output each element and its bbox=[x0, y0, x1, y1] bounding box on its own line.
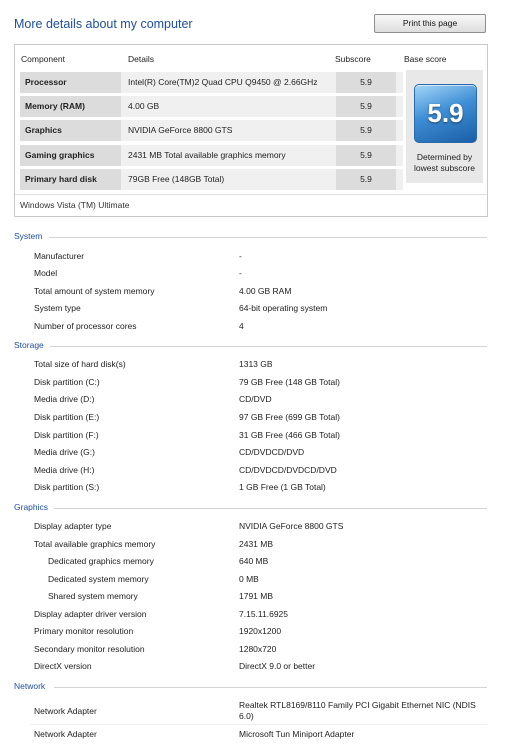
detail-value: 1313 GB bbox=[239, 359, 273, 369]
detail-value: 2431 MB bbox=[239, 539, 274, 549]
detail-label: Dedicated graphics memory bbox=[48, 556, 154, 566]
section-divider bbox=[54, 508, 487, 509]
detail-value: 1280x720 bbox=[239, 644, 277, 654]
detail-label: Network Adapter bbox=[34, 706, 97, 716]
detail-value: 1920x1200 bbox=[239, 626, 282, 636]
subscore-value: 5.9 bbox=[336, 96, 396, 117]
base-score-badge: 5.9 bbox=[414, 84, 477, 143]
column-header-component: Component bbox=[21, 54, 65, 64]
row-separator bbox=[30, 724, 487, 725]
detail-label: Display adapter driver version bbox=[34, 609, 147, 619]
detail-label: Disk partition (F:) bbox=[34, 430, 99, 440]
detail-value: 7.15.11.6925 bbox=[239, 609, 288, 619]
column-header-base-score: Base score bbox=[404, 54, 447, 64]
detail-label: Total size of hard disk(s) bbox=[34, 359, 126, 369]
base-score-panel bbox=[406, 70, 483, 183]
detail-value: CD/DVDCD/DVDCD/DVD bbox=[239, 465, 337, 475]
detail-label: Disk partition (S:) bbox=[34, 482, 100, 492]
detail-value: 31 GB Free (466 GB Total) bbox=[239, 430, 340, 440]
detail-value: - bbox=[239, 268, 242, 278]
detail-label: Disk partition (E:) bbox=[34, 412, 100, 422]
base-score-caption: Determined by lowest subscore bbox=[414, 152, 475, 173]
section-title-network: Network bbox=[14, 681, 46, 691]
detail-label: Network Adapter bbox=[34, 729, 97, 739]
subscore-value: 5.9 bbox=[336, 169, 396, 190]
detail-value: CD/DVD bbox=[239, 394, 272, 404]
section-title-storage: Storage bbox=[14, 340, 44, 350]
component-label: Processor bbox=[20, 72, 121, 93]
detail-value: DirectX 9.0 or better bbox=[239, 661, 316, 671]
detail-value: 4.00 GB RAM bbox=[239, 286, 292, 296]
score-summary-table bbox=[14, 44, 488, 217]
print-page-button[interactable]: Print this page bbox=[374, 14, 486, 33]
page-title: More details about my computer bbox=[14, 17, 193, 31]
summary-header-row bbox=[15, 45, 487, 70]
subscore-value: 5.9 bbox=[336, 72, 396, 93]
section-title-system: System bbox=[14, 231, 43, 241]
detail-value: 64-bit operating system bbox=[239, 303, 328, 313]
detail-label: Media drive (G:) bbox=[34, 447, 95, 457]
detail-label: DirectX version bbox=[34, 661, 92, 671]
summary-divider bbox=[15, 194, 487, 195]
summary-row-primary-hard-disk bbox=[20, 169, 403, 190]
detail-value: 1791 MB bbox=[239, 591, 274, 601]
section-title-graphics: Graphics bbox=[14, 502, 49, 512]
component-label: Memory (RAM) bbox=[20, 96, 121, 117]
detail-value: - bbox=[239, 251, 242, 261]
component-details: 2431 MB Total available graphics memory bbox=[128, 150, 286, 160]
detail-label: Dedicated system memory bbox=[48, 574, 149, 584]
subscore-value: 5.9 bbox=[336, 145, 396, 166]
detail-value: 79 GB Free (148 GB Total) bbox=[239, 377, 340, 387]
component-label: Graphics bbox=[20, 120, 121, 141]
detail-value: 1 GB Free (1 GB Total) bbox=[239, 482, 326, 492]
detail-label: Secondary monitor resolution bbox=[34, 644, 145, 654]
section-divider bbox=[54, 687, 487, 688]
detail-label: Number of processor cores bbox=[34, 321, 137, 331]
detail-label: Disk partition (C:) bbox=[34, 377, 100, 387]
component-details: NVIDIA GeForce 8800 GTS bbox=[128, 125, 233, 135]
column-header-subscore: Subscore bbox=[335, 54, 371, 64]
detail-value: CD/DVDCD/DVD bbox=[239, 447, 305, 457]
subscore-value: 5.9 bbox=[336, 120, 396, 141]
section-divider bbox=[50, 346, 487, 347]
detail-label: Manufacturer bbox=[34, 251, 85, 261]
component-label: Primary hard disk bbox=[20, 169, 121, 190]
detail-label: Media drive (H:) bbox=[34, 465, 95, 475]
detail-value: Microsoft Tun Miniport Adapter bbox=[239, 729, 355, 739]
component-details: 79GB Free (148GB Total) bbox=[128, 174, 225, 184]
detail-label: Total amount of system memory bbox=[34, 286, 155, 296]
detail-value: 4 bbox=[239, 321, 244, 331]
operating-system-label: Windows Vista (TM) Ultimate bbox=[20, 200, 130, 210]
summary-row-gaming-graphics bbox=[20, 145, 403, 166]
detail-label: Primary monitor resolution bbox=[34, 626, 134, 636]
column-header-details: Details bbox=[128, 54, 154, 64]
detail-label: Total available graphics memory bbox=[34, 539, 156, 549]
detail-value: 640 MB bbox=[239, 556, 269, 566]
detail-label: Model bbox=[34, 268, 58, 278]
detail-value: NVIDIA GeForce 8800 GTS bbox=[239, 521, 344, 531]
component-details: 4.00 GB bbox=[128, 101, 160, 111]
detail-label: Shared system memory bbox=[48, 591, 138, 601]
detail-label: Media drive (D:) bbox=[34, 394, 95, 404]
detail-value: 97 GB Free (699 GB Total) bbox=[239, 412, 340, 422]
summary-row-memory bbox=[20, 96, 403, 117]
section-divider bbox=[49, 237, 487, 238]
component-label: Gaming graphics bbox=[20, 145, 121, 166]
detail-label: System type bbox=[34, 303, 81, 313]
summary-row-graphics bbox=[20, 120, 403, 141]
detail-label: Display adapter type bbox=[34, 521, 112, 531]
summary-row-processor bbox=[20, 72, 403, 93]
component-details: Intel(R) Core(TM)2 Quad CPU Q9450 @ 2.66GHz bbox=[128, 77, 318, 87]
detail-value: Realtek RTL8169/8110 Family PCI Gigabit Ethernet NIC (NDIS 6.0) bbox=[239, 700, 476, 721]
detail-value: 0 MB bbox=[239, 574, 259, 584]
